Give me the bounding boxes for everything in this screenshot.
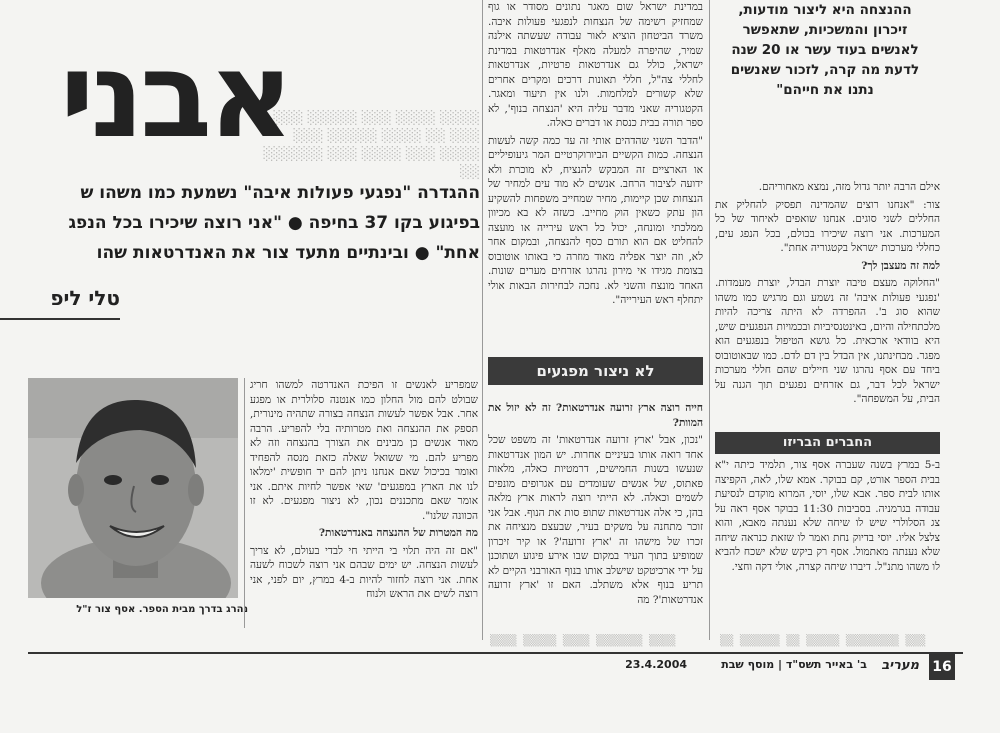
paragraph: ב-5 במרץ בשנה שעברה אסף צור, תלמיד כיתה י"א בבית הספר אורט, קם בבוקר. אמא שלו, לאה, הקפיצה אותו לבית ספר. אבא שלו, יוסי, המרוא מוקדם לנסיעת עבודה בגרמניה. בסביבות 11:30 בבוקר אסף ראה על צג הסלולרי שיש לו שיחה שלא נענתה מאבא, והוא צלצל אליו. יוסי בדיוק נחת ואמר לו שזאת כנראה שיחה שלא נענתה מאתמול. אסף רק ביקש שלא ישכח להביא לו משהו מתנ"ל. דיברו שיחה קצרה, אולי דקה וחצי. [715,459,940,573]
footer-divider [28,652,963,654]
interview-question: חייה רוצה ארץ זרועה אנדרטאות? זה לא יזול את המוות? [488,402,703,429]
article-column-d [715,180,940,420]
subhead-line: בפיגוע בקו 37 בחיפה ● "אני רוצה שיכירו בכל הנפג [68,213,480,233]
column-divider [244,378,245,628]
paragraph: אילם הרבה יותר גדול מזה, נמצא מאחוריהם. [758,181,940,193]
bleed-through-text: ▒▒ ▒▒▒▒▒▒ ▒▒ ▒▒▒▒▒ ▒▒▒▒▒▒▒▒ ▒▒▒ [720,634,926,647]
bleed-through-text: ░░░ ░░░░░ ░░░ ░░░░ ░░░░ ░░░ ░░░░░ ░░░░ ░░ ░░░ ░░░░░░ ░░░ ░░░░ ░░░ ░░░░ ░░ [263,111,480,180]
byline: טלי ליפ [50,286,120,310]
paragraph: "נכון, אבל 'ארץ זרועה אנדרטאות' זה משפט שכל אחד רואה אותו בעיניים אחרות. יש המון אנדרטאות שנעשו בשנות החמישים, דרמטיות כאלה, מלאות פאתוס, של אנשים שעומדים עם אגרופים מונפים לשמים וכאלה. לא הייתי רוצה לראות ארץ מלאה בהן, כי אלה אנדרטאות שתופ סות את הנוף. אבל אני זוכר מתחנה על משקים בעיר, שבעצם מנציחה את זכרו של מישהו זה 'ארץ זרועה'? או קיר זיכרון שמופיע בתוך העיר במקום שבו אירע פיגוע ושתוכנן על ידי ארכיטקט שישלב אותו בנוף האורבני הקיים לא תריע בנוף אלא משתלב. האם זו 'ארץ זרועה אנדרטאות'? מה [488,434,703,606]
paragraph: "החלוקה מעצם טיבה יוצרת הבדל, יוצרת מעמדות. 'נפגעי פעולות איבה' זה נשמע וגם מרגיש כמו משהו שהוא סוג ב'. ההפרדה לא היתה צריכה להיות מלכתחילה והיום, באינטנסיביות ובכמויות הנפגעים שיש, היא בוודאי ארכאית. כל גושא הטיפול בנפגעים הוא מפגר. מבחינתנו, אין הבדל בין דם לדם. כמו שבאוטובוס ביחד עם אסף נהרגו שני חיילים שהם חללי מערכות ישראל לכל דבר, גם אזרחים נפגעים תוך הגנה על הבית, על המשפחה". [715,277,940,405]
article-column-c [488,398,703,638]
issue-date: 23.4.2004 [625,658,687,671]
pull-quote: ההנצחה היא ליצור מודעות, זיכרון והמשכיות, שתאפשר לאנשים בעוד עשר או 20 שנה לדעת מה קרה, לזכור שאנשים נתנו את חייהם" [730,2,920,98]
subhead-line: אחת" ● ובינתיים מתעד צור את האנדרטאות שהו [96,243,480,263]
paragraph: "אם זה היה תלוי בי הייתי חי לבדי בעולם, לא צריך לעשות הנצחה. יש ימים שבהם אני רוצה לשכוח לשעה אחת. אני רוצה לחזור להיות ב-4 במרץ, יום לפני, אני רוצה לשים את הראש ולנוח [250,544,478,600]
interview-question: למה זה מעצבן לך? [861,259,940,272]
subhead-line: ההגדרה "נפגעי פעולות איבה" נשמעת כמו משהו ש [80,183,480,203]
byline-divider [0,318,120,320]
portrait-photo [28,378,238,598]
column-divider [709,0,710,640]
section-heading: החברים הבריזו [715,432,940,454]
paragraph: במדינת ישראל שום מאגר נתונים מסודר או גוף שמחזיק רשימה של הנצחות לנפגעי פעולות איבה. משרד הביטחון הוציא לאור עבודה שעשתה אילנה שמיר, שהיפרה למעלה מאלף אנדרטאות במדינת ישראל, כולל גם אנדרטאות פרטיות, אנדרטאות לחללי צה"ל, חללי תאונות דרכים ומקרים אחרים שלא קשורים למלחמות. ולנו אין תיעוד ומאגר. הקטגוריה שאני מדבר עליה היא 'הנצחה בנוף', לא ספר תורה בבית כנסת או דברים כאלה. [488,1,703,129]
article-column-b [488,0,703,340]
column-divider [482,0,483,640]
interview-question: מה המטרות של ההנצחה באנדרטאות? [318,527,478,539]
article-column-e [715,458,940,633]
article-column-a [250,378,478,628]
photo-caption: נהרג בדרך מבית הספר. אסף צור ז"ל [76,604,248,615]
page-footer [560,658,955,678]
portrait-illustration [28,378,238,598]
page-number: 16 [929,654,955,680]
headline-title: אבני [59,30,290,160]
section-heading: לא ניצור מפגעים [488,357,703,385]
section-label: ב' באייר תשס"ד | מוסף שבת [721,658,867,671]
bleed-through-text: ▒▒▒▒ ▒▒▒▒▒ ▒▒▒▒ ▒▒▒▒▒▒▒ ▒▒▒▒ [490,634,676,647]
newspaper-logo: מעריב [881,658,919,673]
headline-subhead [0,178,480,270]
paragraph: צור: "אנחנו רוצים שהמדינה תפסיק להחליק את החללים לשני סוגים. אנחנו שואפים לאיחוד של כל המערכות. אני רוצה שיכירו בכולם, בכל הנפג עים, כחללי מערכות ישראל בקטגוריה אחת". [715,198,940,254]
paragraph: שמפריע לאנשים זו הפיכת האנדרטה למשהו חריג שבולט להם מול החלון כמו אנטנה סלולרית או מפגע אחר. אבל אפשר לעשות הנצחה בצורה שתהיה מינורית, תספק את ההנצחה ואת מטרותיה בלי להפריע. הרבה מאוד אנשים כן מבינים את הצורך בהנצחה וזה לא מפריע להם. מי ששואל שאלה כזאת מנסה להפחיד ואומר בכיכול שאם אנחנו ניתן להם יד חופשית 'ימלאו לנו את הארץ במפגעים' שאי אפשר לחיות איתם. אני אומר שאם מתכננים נכון, לא ניצור מפגעים. לא זו הכוונה שלנו". [250,379,478,522]
paragraph: "הדבר השני שהדהים אותי זה עד כמה קשה לעשות הנצחה. כמות הקשיים הביורוקרטיים המר גיעופיליים או הארציים זה המבקש להנציח, לא מוכרת ולא ידועה לציבור הרחב. אנשים לא מוד עים למחיר של הנצחות שכן קיימות, מחיר שמחייב משפחות להשקיע הון עתק כשאין הוק מחייב. כשזה לא בא מכיוון ממלכתי ומונחה, יכול כל ראש עירייה או מועצה להחליט אם הוא תורם כסף להנצחה, ובמקום אחר לא, וזה יוצר אפליה מאוד מוזרה כי באותו אוטובוס בצומת מגידו אי מירון נהרגו אזרחים מערים שונות. האחד מונצח והשני לא. נחכה לבחירות הבאות אולי יתחלף ראש העירייה". [488,134,703,306]
